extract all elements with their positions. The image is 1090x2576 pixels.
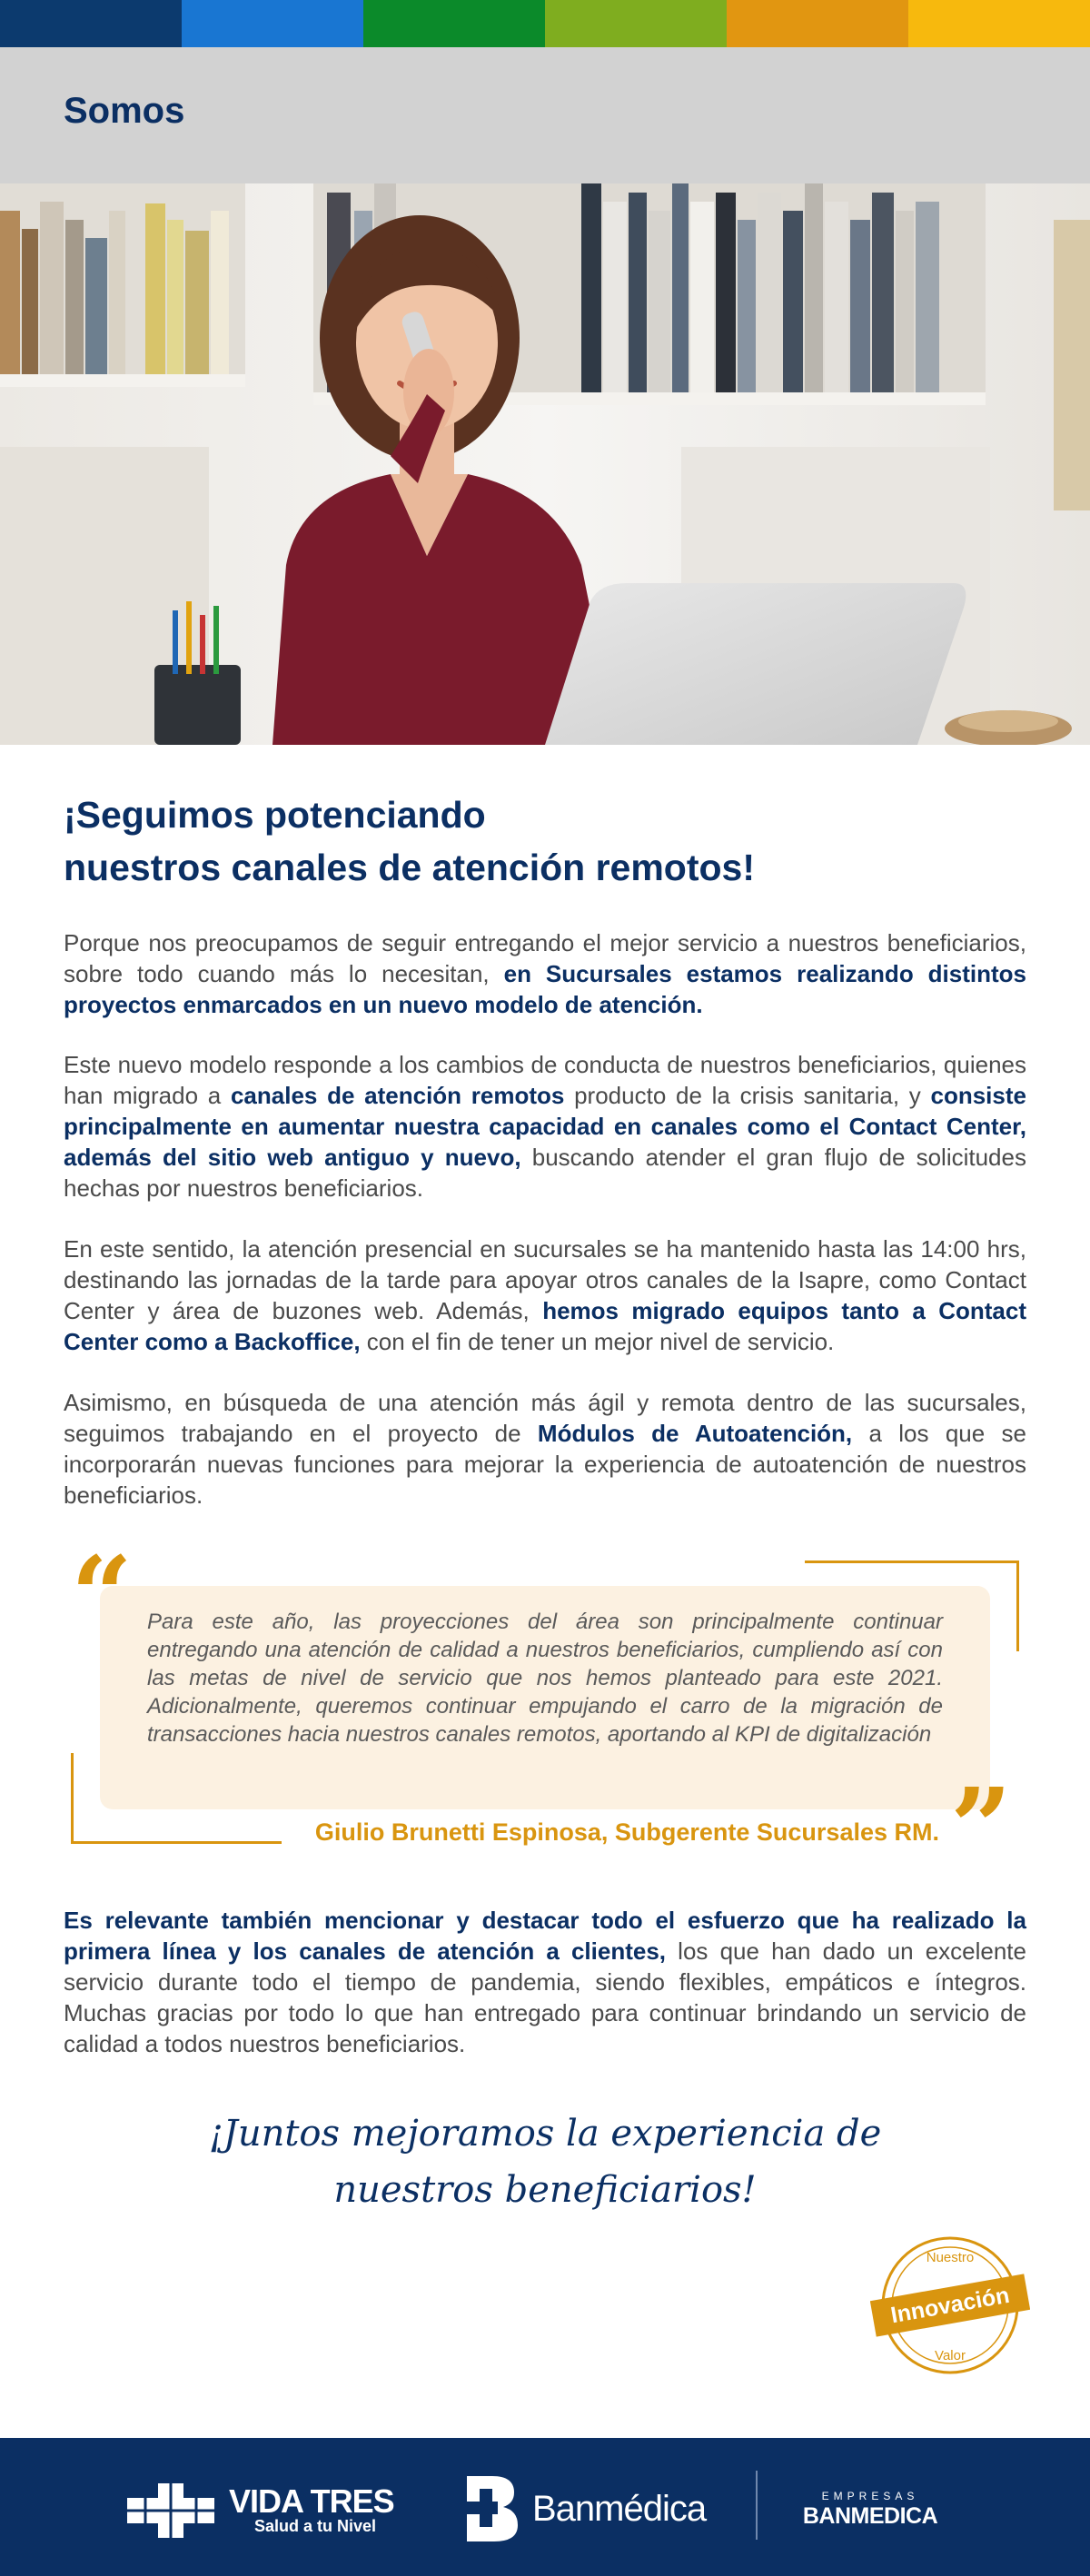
paragraph-3-text-2: con el fin de tener un mejor nivel de servicio. xyxy=(360,1328,835,1355)
section-header xyxy=(0,47,1090,183)
color-bar-segment-blue xyxy=(182,0,363,47)
empresas-label: EMPRESAS xyxy=(821,2490,919,2502)
paragraph-5-text-1: los que han dado un excelente servicio durante todo el tiempo de pandemia, siendo flexibles, empáticos e íntegros. Muchas gracias por todo lo que han entregado para continuar brindando un servicio de calidad a todos nuestros beneficiarios. xyxy=(64,1937,1026,2057)
footer-divider xyxy=(756,2471,758,2540)
closing-message xyxy=(0,2105,1090,2218)
paragraph-1 xyxy=(64,927,1026,1020)
closing-line-2: nuestros beneficiarios! xyxy=(333,2169,757,2211)
vidatres-cross-icon xyxy=(127,2483,214,2538)
paragraph-4-text-1: Asimismo, en búsqueda de una atención más ágil y remota dentro de las sucursales, seguimos trabajando en el proyecto de xyxy=(64,1389,1026,1447)
paragraph-2-text-3: buscando atender el gran flujo de solicitudes hechas por nuestros beneficiarios. xyxy=(64,1144,1026,1202)
paragraph-5 xyxy=(64,1905,1026,2059)
color-bar-segment-lime xyxy=(545,0,727,47)
paragraph-2-bold-2: consiste principalmente en aumentar nuestra capacidad en canales como el Contact Center, además del sitio web antiguo y nuevo, xyxy=(64,1082,1026,1171)
paragraph-1-bold-1: en Sucursales estamos realizando distintos proyectos enmarcados en un nuevo modelo de atención. xyxy=(64,960,1026,1018)
quote-frame-right xyxy=(1016,1560,1019,1651)
article-headline xyxy=(64,788,1026,894)
quote-frame-top xyxy=(805,1560,1019,1563)
section-title: Somos xyxy=(64,91,185,131)
hero-image xyxy=(0,183,1090,745)
close-quote-icon: ” xyxy=(950,1764,1012,1890)
open-quote-icon: “ xyxy=(71,1532,133,1659)
banmedica-logo xyxy=(461,2474,706,2543)
vidatres-name: VIDA TRES xyxy=(229,2482,394,2520)
hero-illustration xyxy=(0,183,1090,745)
paragraph-3-bold-1: hemos migrado equipos tanto a Contact Center como a Backoffice, xyxy=(64,1297,1026,1355)
banmedica-name: Banmédica xyxy=(532,2488,707,2529)
paragraph-1-text-1: Porque nos preocupamos de seguir entregando el mejor servicio a nuestros beneficiarios, sobre todo cuando más lo necesitan, xyxy=(64,929,1026,987)
paragraph-5-bold-1: Es relevante también mencionar y destacar todo el esfuerzo que ha realizado la primera línea y los canales de atención a clientes, xyxy=(64,1907,1026,1965)
color-bar-segment-green xyxy=(363,0,545,47)
banmedica-b-icon xyxy=(461,2474,520,2543)
quote-text: Para este año, las proyecciones del área son principalmente continuar entregando una atención de calidad a nuestros beneficiarios, cumpliendo así con las metas de nivel de servicio que nos hemos planteado para este 2021. Adicionalmente, queremos continuar empujando el carro de la migración de transacciones hacia nuestros canales remotos, aportando al KPI de digitalización xyxy=(147,1610,943,1747)
paragraph-3 xyxy=(64,1234,1026,1357)
headline-line-1: ¡Seguimos potenciando xyxy=(64,794,486,836)
quote-block xyxy=(71,1532,1019,1890)
vidatres-logo xyxy=(127,2483,394,2538)
empresas-name: BANMEDICA xyxy=(802,2503,938,2529)
paragraph-4 xyxy=(64,1387,1026,1511)
vidatres-tagline: Salud a tu Nivel xyxy=(254,2517,377,2535)
brand-color-bar xyxy=(0,0,1090,47)
paragraph-2-text-1: Este nuevo modelo responde a los cambios de conducta de nuestros beneficiarios, quienes han migrado a xyxy=(64,1051,1026,1109)
color-bar-segment-yellow xyxy=(908,0,1090,47)
closing-line-1: ¡Juntos mejoramos la experiencia de xyxy=(208,2113,882,2155)
paragraph-3-text-1: En este sentido, la atención presencial en sucursales se ha mantenido hasta las 14:00 hrs, destinando las jornadas de la tarde para apoyar otros canales de la Isapre, como Contact Center y área de buzones web. Además, xyxy=(64,1235,1026,1324)
color-bar-segment-navy xyxy=(0,0,182,47)
stamp-bottom-text: Valor xyxy=(935,2348,966,2363)
paragraph-2-text-2: producto de la crisis sanitaria, y xyxy=(564,1082,931,1109)
stamp-main-text: Innovación xyxy=(888,2282,1012,2329)
stamp-top-text: Nuestro xyxy=(926,2250,975,2265)
quote-author: Giulio Brunetti Espinosa, Subgerente Sucursales RM. xyxy=(314,1818,939,1846)
empresas-banmedica-logo xyxy=(788,2489,952,2529)
color-bar-segment-orange xyxy=(727,0,908,47)
paragraph-4-bold-1: Módulos de Autoatención, xyxy=(537,1420,853,1447)
paragraph-2-bold-1: canales de atención remotos xyxy=(230,1082,565,1109)
paragraph-2 xyxy=(64,1049,1026,1204)
headline-line-2: nuestros canales de atención remotos! xyxy=(64,847,756,888)
innovation-stamp-icon xyxy=(870,2233,1030,2378)
paragraph-4-text-2: a los que se incorporarán nuevas funciones para mejorar la experiencia de autoatención de nuestros beneficiarios. xyxy=(64,1420,1026,1509)
footer xyxy=(0,2438,1090,2576)
